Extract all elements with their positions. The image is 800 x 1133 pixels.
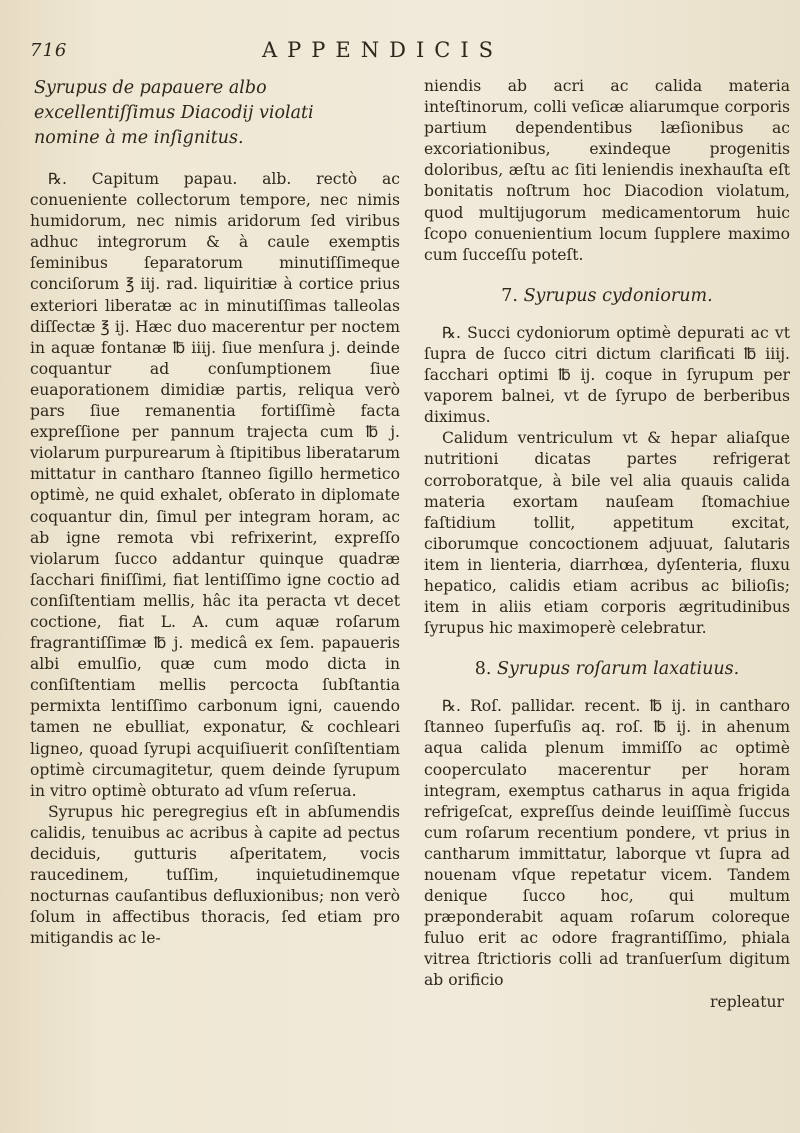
left-section-title: Syrupus de papauere albo excellentiſſimus Diacodij violati nomine à me inſignitus.: [34, 78, 314, 148]
continuation-paragraph: niendis ab acri ac calida materia inteſtinorum, colli veſicæ aliarumque corporis partium dependentibus læſionibus ac excoriationibus, exindeque progenitis doloribus, æſtu ac ſiti leniendis inexhauſta eſt bonitatis noſtrum hoc Diacodion violatum, quod multijugorum medicamentorum huic ſcopo conuenientium locum ſupplere maximo cum ſucceſſu poteſt.: [424, 77, 790, 264]
section-7-recipe: ℞. Succi cydoniorum optimè depurati ac vt ſupra de ſucco citri dictum clarificati ℔ iiij. ſacchari optimi ℔ ij. coque in ſyrupum per vaporem balnei, vt de ſyrupo de berberibus diximus.: [424, 323, 790, 427]
right-column: [424, 76, 790, 1013]
section-7-heading: [424, 284, 790, 309]
running-head: APPENDICIS: [262, 38, 504, 62]
catchword: repleatur: [710, 992, 784, 1011]
section-7-usage: Calidum ventriculum vt & hepar aliaſque nutritioni dicatas partes refrigerat corroboratque, à bile vel alia quauis calida materia exortam nauſeam ſtomachiue faſtidium tollit, appetitum excitat, ciborumque concoctionem adjuuat, ſalutaris item in lienteria, diarrhœa, dyſenteria, fluxu hepatico, calidis etiam acribus ac bilioſis; item in aliis etiam corporis ægritudinibus ſyrupus hic maximoperè celebratur.: [424, 429, 790, 638]
page-number: 716: [30, 40, 68, 61]
left-column: [30, 76, 400, 949]
section-8-title: Syrupus roſarum laxatiuus.: [497, 659, 740, 680]
section-8-recipe: ℞. Roſ. pallidar. recent. ℔ ij. in cantharo ſtanneo ſuperfuſis aq. roſ. ℔ ij. in ahenum aqua calida plenum immiſſo ac optimè cooperculato macerentur per horam integram, exemptus catharus in aqua frigida refrigeſcat, expreſſus deinde leuiſſimè ſuccus cum roſarum recentium pondere, vt prius in cantharum immittatur, laborque vt ſupra ad nouenam vſque repetatur vicem. Tandem denique ſucco hoc, qui multum præponderabit aquam roſarum coloreque fuluo erit ac odore fragrantiſſimo, phiala vitrea ſtrictioris colli ad tranſuerſum digitum ab orificio: [424, 697, 790, 990]
section-7-number: 7.: [501, 285, 518, 306]
recipe-paragraph: ℞. Capitum papau. alb. rectò ac conueniente collectorum tempore, nec nimis humidorum, nec nimis aridorum ſed viribus adhuc integrorum & à caule exemptis ſeminibus ſeparatorum minutiſſimeque conciſorum ℥ iij. rad. liquiritiæ à cortice prius exteriori liberatæ ac in minutiſſimas talleolas diſſectæ ℥ ij. Hæc duo macerentur per noctem in aquæ fontanæ ℔ iiij. ſiue menſura j. deinde coquantur ad conſumptionem ſiue euaporationem dimidiæ partis, reliqua verò pars ſiue remanentia fortiſſimè facta expreſſione per pannum trajecta cum ℔ j. violarum purpurearum à ſtipitibus liberatarum mittatur in cantharo ſtanneo ſigillo hermetico optimè, ne quid exhalet, obſerato in diplomate coquantur din, ſimul per integram horam, ac ab igne remota vbi refrixerint, expreſſo violarum ſucco addantur quinque quadræ ſacchari finiſſimi, fiat lentiſſimo igne coctio ad conſiſtentiam mellis, hâc ita peracta vt decet coctione, fiat L. A. cum aquæ roſarum fragrantiſſimæ ℔ j. medicâ ex ſem. papaueris albi emulſio, quæ cum modo dicta in conſiſtentiam mellis percocta ſubſtantia permixta lentiſſimo carbonum igni, cauendo tamen ne ebulliat, exponatur, & cochleari ligneo, quoad ſyrupi acquiſiuerit conſiſtentiam optimè circumagitetur, quem deinde ſyrupum in vitro optimè obturato ad vſum reſerua.: [30, 170, 400, 800]
section-8-number: 8.: [474, 659, 492, 680]
section-8-heading: [424, 657, 790, 682]
section-7-title: Syrupus cydoniorum.: [523, 285, 713, 306]
usage-paragraph: Syrupus hic peregregius eſt in abſumendis calidis, tenuibus ac acribus à capite ad pectus deciduis, gutturis aſperitatem, vocis raucedinem, tuſſim, inquietudinemque nocturnas cauſantibus defluxionibus; non verò ſolum in affectibus thoracis, ſed etiam pro mitigandis ac le-: [30, 802, 400, 948]
